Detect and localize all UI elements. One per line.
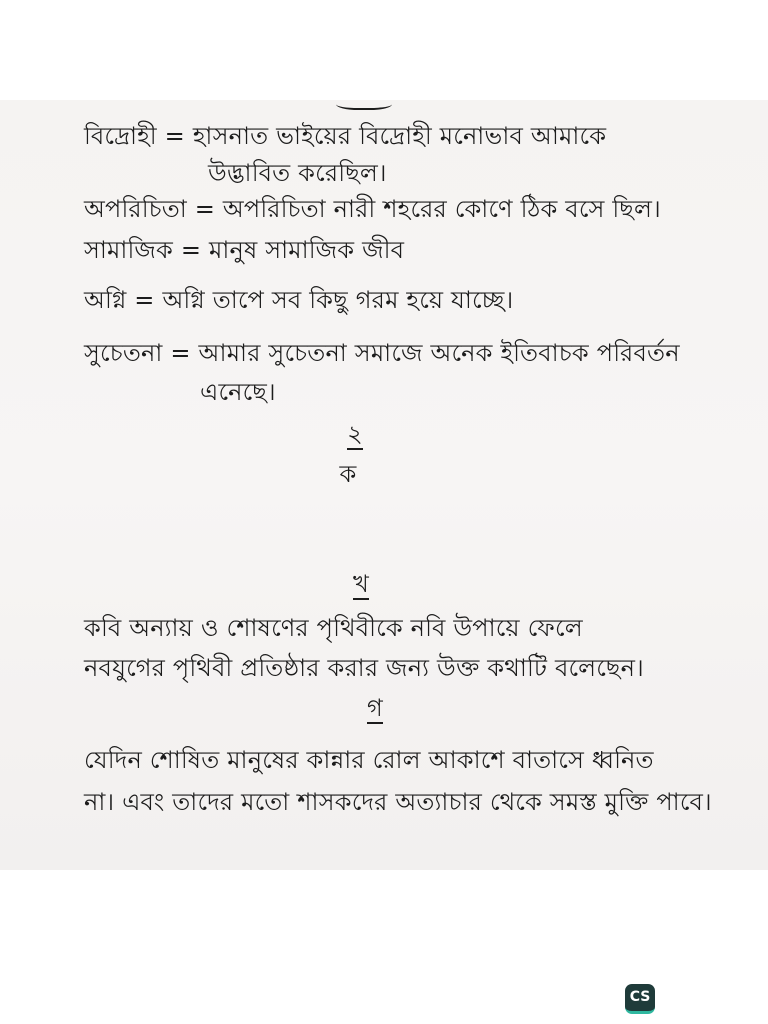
subsection-kha-heading [336, 572, 386, 600]
subsection-ga-label: গ [367, 694, 383, 722]
note-line-suchetona-cont: এনেছে। [200, 378, 276, 406]
subsection-kha-label: খ [353, 570, 369, 598]
subsection-ga-heading [350, 696, 400, 724]
note-line-ogni: অগ্নি = অগ্নি তাপে সব কিছু গরম হয়ে যাচ্ছে। [84, 286, 514, 314]
ga-answer-line-1: যেদিন শোষিত মানুষের কান্নার রোল আকাশে বাতাসে ধ্বনিত [84, 746, 654, 774]
section-number-text: ২ [347, 420, 363, 448]
subsection-ka-label: ক [339, 460, 357, 488]
top-divider-mark [336, 96, 392, 110]
note-line-bidrohi: বিদ্রোহী = হাসনাত ভাইয়ের বিদ্রোহী মনোভাব আমাকে [84, 122, 607, 150]
note-line-suchetona: সুচেতনা = আমার সুচেতনা সমাজে অনেক ইতিবাচক পরিবর্তন [84, 339, 680, 367]
ga-answer-line-2: না। এবং তাদের মতো শাসকদের অত্যাচার থেকে সমস্ত মুক্তি পাবে। [84, 788, 712, 816]
note-line-oporichita: অপরিচিতা = অপরিচিতা নারী শহরের কোণে ঠিক বসে ছিল। [84, 195, 661, 223]
section-number [330, 422, 380, 450]
note-line-bidrohi-cont: উদ্ভাবিত করেছিল। [208, 159, 387, 187]
kha-answer-line-2: নবযুগের পৃথিবী প্রতিষ্ঠার করার জন্য উক্ত কথাটি বলেছেন। [84, 654, 644, 682]
note-line-samajik: সামাজিক = মানুষ সামাজিক জীব [84, 236, 405, 264]
kha-answer-line-1: কবি অন্যায় ও শোষণের পৃথিবীকে নবি উপায়ে ফেলে [84, 614, 583, 642]
camscanner-logo-icon: CS [625, 984, 655, 1014]
